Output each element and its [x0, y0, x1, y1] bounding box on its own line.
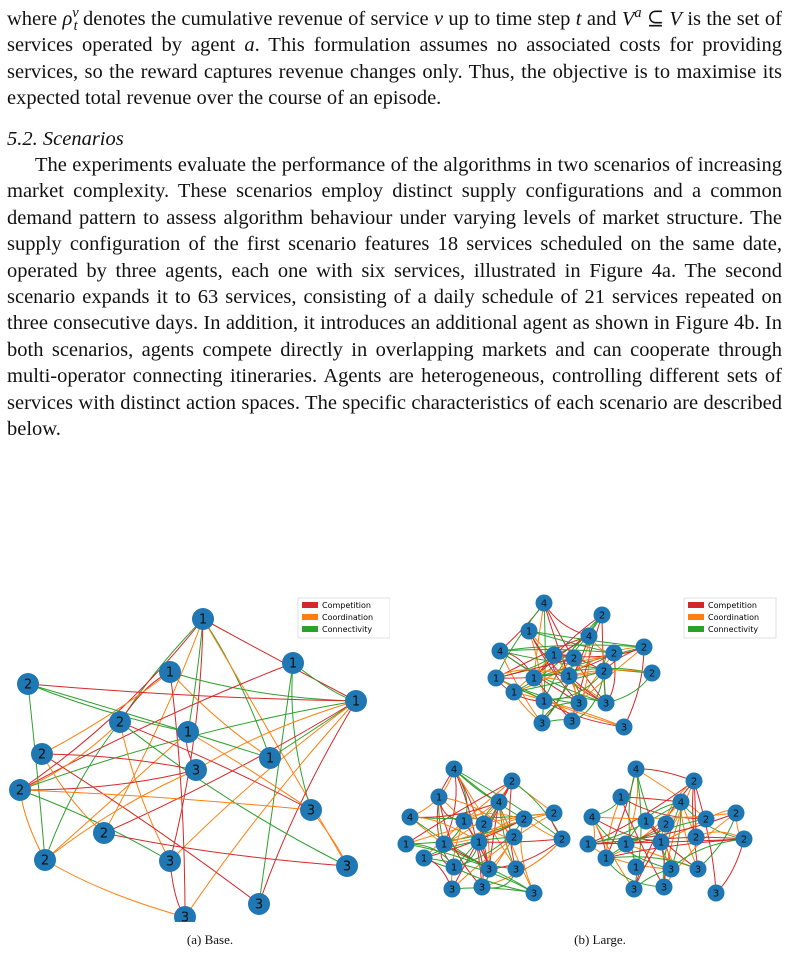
legend-swatch-competition [302, 602, 318, 608]
graph-node [456, 813, 473, 830]
legend-swatch-competition [688, 602, 704, 608]
graph-node [506, 829, 523, 846]
node-label: 1 [657, 837, 665, 849]
node-label: 1 [550, 650, 558, 662]
graph-node [613, 789, 630, 806]
graph-node [663, 861, 680, 878]
node-label: 1 [265, 751, 275, 767]
legend-swatch-coordination [302, 614, 318, 620]
legend-label-competition: Competition [708, 601, 757, 610]
graph-node [93, 822, 115, 844]
node-label: 1 [525, 626, 533, 638]
legend-label-coordination: Coordination [322, 613, 374, 622]
graph-node [481, 861, 498, 878]
node-label: 4 [495, 797, 503, 809]
graph-node [594, 607, 611, 624]
node-label: 2 [662, 819, 670, 831]
graph-node [598, 695, 615, 712]
node-label: 2 [23, 677, 33, 693]
node-label: 4 [588, 812, 596, 824]
graph-node [259, 747, 281, 769]
graph-edge [120, 722, 170, 861]
node-label: 2 [480, 819, 488, 831]
caption-large: (b) Large. [574, 932, 626, 947]
node-label: 2 [648, 668, 656, 680]
node-label: 3 [660, 882, 668, 894]
caption-base: (a) Base. [186, 932, 234, 947]
node-label: 1 [440, 839, 448, 851]
node-label: 3 [620, 722, 628, 734]
graph-node [653, 834, 670, 851]
graph-node [673, 794, 690, 811]
graph-node [536, 693, 553, 710]
graph-node [300, 799, 322, 821]
node-label: 1 [435, 792, 443, 804]
node-label: 3 [165, 854, 175, 870]
graph-edge [716, 839, 744, 893]
graph-node [606, 645, 623, 662]
graph-node [644, 665, 661, 682]
figure-4 [0, 584, 789, 954]
node-label: 4 [585, 631, 593, 643]
node-label: 2 [600, 666, 608, 678]
graph-node [580, 836, 597, 853]
graph-node [174, 906, 196, 922]
graph-node [446, 859, 463, 876]
graph-node [185, 759, 207, 781]
body-text [7, 6, 782, 443]
node-label: 1 [584, 839, 592, 851]
node-label: 1 [602, 853, 610, 865]
graph-node [436, 836, 453, 853]
legend-swatch-coordination [688, 614, 704, 620]
graph-node [598, 850, 615, 867]
graph-edge [521, 819, 534, 893]
node-label: 1 [617, 792, 625, 804]
graph-node [526, 670, 543, 687]
node-label: 1 [565, 671, 573, 683]
graph-node [708, 885, 725, 902]
graph-node [431, 789, 448, 806]
graph-node [516, 811, 533, 828]
node-label: 1 [351, 694, 361, 710]
node-label: 3 [694, 864, 702, 876]
node-label: 2 [640, 642, 648, 654]
node-label: 1 [198, 612, 208, 628]
graph-node [491, 794, 508, 811]
node-label: 1 [288, 656, 298, 672]
legend-swatch-connectivity [302, 626, 318, 632]
legend-label-connectivity: Connectivity [322, 625, 373, 634]
node-label: 1 [540, 696, 548, 708]
node-label: 3 [342, 859, 352, 875]
graph-node [159, 850, 181, 872]
node-label: 3 [575, 698, 583, 710]
graph-node [728, 805, 745, 822]
graph-node [109, 711, 131, 733]
node-label: 1 [510, 687, 518, 699]
graph-node [282, 652, 304, 674]
node-label: 3 [191, 763, 201, 779]
node-label: 1 [492, 673, 500, 685]
graph-edge [45, 732, 188, 860]
large-network-graph [396, 592, 789, 922]
graph-node [690, 861, 707, 878]
graph-edge [42, 754, 259, 904]
legend-label-competition: Competition [322, 601, 371, 610]
node-label: 4 [540, 598, 548, 610]
graph-node [416, 850, 433, 867]
paragraph-reward: where $\rho^v_t$ denotes the cumulative revenue of service v up to time step t and $V^a$ ⊆ V is the set of services operated by agent a. This formulation assumes no associated costs for providing services, so the reward captures revenue changes only. Thus, the objective is to maximise its expected total revenue over the course of an episode. [7, 5, 782, 110]
graph-node [626, 881, 643, 898]
node-label: 3 [254, 897, 264, 913]
graph-node [492, 643, 509, 660]
graph-node [17, 673, 39, 695]
graph-edge [120, 722, 347, 866]
node-label: 3 [180, 910, 190, 922]
graph-node [618, 836, 635, 853]
graph-node [488, 670, 505, 687]
node-label: 2 [99, 826, 109, 842]
node-label: 1 [165, 665, 175, 681]
legend-label-coordination: Coordination [708, 613, 760, 622]
graph-node [508, 861, 525, 878]
graph-node [698, 811, 715, 828]
node-label: 1 [460, 816, 468, 828]
node-label: 4 [632, 764, 640, 776]
node-label: 3 [512, 864, 520, 876]
node-label: 1 [450, 862, 458, 874]
node-label: 3 [448, 884, 456, 896]
section-heading: 5.2. Scenarios [7, 127, 124, 150]
node-label: 4 [406, 812, 414, 824]
legend-label-connectivity: Connectivity [708, 625, 759, 634]
node-label: 3 [530, 888, 538, 900]
edges-large [406, 603, 744, 893]
node-label: 2 [610, 648, 618, 660]
node-label: 3 [712, 888, 720, 900]
node-label: 1 [183, 725, 193, 741]
node-label: 1 [402, 839, 410, 851]
node-label: 2 [558, 834, 566, 846]
graph-node [571, 695, 588, 712]
node-label: 3 [485, 864, 493, 876]
node-label: 2 [732, 808, 740, 820]
graph-node [345, 690, 367, 712]
graph-node [444, 881, 461, 898]
graph-node [504, 773, 521, 790]
node-label: 2 [740, 834, 748, 846]
node-label: 3 [568, 716, 576, 728]
node-label: 1 [475, 837, 483, 849]
graph-node [177, 721, 199, 743]
node-label: 1 [642, 816, 650, 828]
graph-node [658, 816, 675, 833]
node-label: 3 [478, 882, 486, 894]
graph-node [506, 684, 523, 701]
graph-edge [104, 833, 347, 866]
graph-node [638, 813, 655, 830]
graph-node [656, 879, 673, 896]
graph-edge [293, 663, 356, 701]
graph-node [398, 836, 415, 853]
paragraph-scenarios: The experiments evaluate the performance of the algorithms in two scenarios of increasing market complexity. These scenarios employ distinct supply configurations and a common demand pattern to assess algorithm behaviour under varying levels of market structure. The supply configuration of the first scenario features 18 services scheduled on the same date, operated by three agents, each one with six services, illustrated in Figure 4a. The second scenario expands it to 63 services, consisting of a daily schedule of 21 services repeated on three consecutive days. In addition, it introduces an additional agent as shown in Figure 4b. In both scenarios, agents compete directly in overlapping markets and can cooperate through multi-operator connecting itineraries. Agents are heterogeneous, controlling different sets of services with distinct action spaces. The specific characteristics of each scenario are described below. [7, 154, 782, 441]
legend-swatch-connectivity [688, 626, 704, 632]
graph-node [566, 650, 583, 667]
node-label: 3 [538, 718, 546, 730]
graph-node [561, 668, 578, 685]
math-rho: $\rho^v_t$ [62, 5, 79, 35]
graph-node [564, 713, 581, 730]
base-network-graph [0, 592, 390, 922]
node-label: 2 [690, 776, 698, 788]
node-label: 1 [632, 862, 640, 874]
node-label: 1 [530, 673, 538, 685]
node-label: 2 [15, 783, 25, 799]
node-label: 2 [598, 610, 606, 622]
graph-node [336, 855, 358, 877]
graph-node [9, 779, 31, 801]
node-label: 3 [306, 803, 316, 819]
graph-node [474, 879, 491, 896]
graph-node [596, 663, 613, 680]
graph-node [159, 661, 181, 683]
node-label: 2 [570, 653, 578, 665]
legend-large [684, 598, 776, 638]
node-label: 3 [630, 884, 638, 896]
graph-node [476, 816, 493, 833]
graph-node [636, 639, 653, 656]
graph-node [554, 831, 571, 848]
graph-node [688, 829, 705, 846]
graph-edge [28, 684, 45, 860]
node-label: 2 [510, 832, 518, 844]
node-label: 4 [496, 646, 504, 658]
graph-node [248, 893, 270, 915]
graph-edge [624, 647, 644, 727]
graph-node [526, 885, 543, 902]
graph-node [616, 719, 633, 736]
node-label: 4 [450, 764, 458, 776]
graph-node [581, 628, 598, 645]
graph-node [34, 849, 56, 871]
graph-node [534, 715, 551, 732]
node-label: 3 [667, 864, 675, 876]
node-label: 1 [622, 839, 630, 851]
node-label: 3 [602, 698, 610, 710]
node-label: 2 [40, 853, 50, 869]
graph-node [546, 805, 563, 822]
node-label: 2 [508, 776, 516, 788]
graph-edge [20, 790, 45, 860]
graph-node [736, 831, 753, 848]
graph-edge [671, 839, 744, 869]
node-label: 2 [37, 747, 47, 763]
graph-node [628, 859, 645, 876]
node-label: 2 [692, 832, 700, 844]
graph-node [546, 647, 563, 664]
node-label: 2 [702, 814, 710, 826]
graph-node [402, 809, 419, 826]
node-label: 2 [520, 814, 528, 826]
graph-node [628, 761, 645, 778]
graph-node [584, 809, 601, 826]
graph-node [521, 623, 538, 640]
graph-node [471, 834, 488, 851]
graph-node [446, 761, 463, 778]
graph-node [536, 595, 553, 612]
node-label: 4 [677, 797, 685, 809]
legend-base [298, 598, 390, 638]
graph-node [192, 608, 214, 630]
graph-edge [170, 701, 356, 861]
node-label: 2 [550, 808, 558, 820]
node-label: 2 [115, 715, 125, 731]
nodes-base [9, 608, 367, 922]
graph-node [686, 773, 703, 790]
graph-edge [28, 684, 270, 758]
graph-node [31, 743, 53, 765]
node-label: 1 [420, 853, 428, 865]
